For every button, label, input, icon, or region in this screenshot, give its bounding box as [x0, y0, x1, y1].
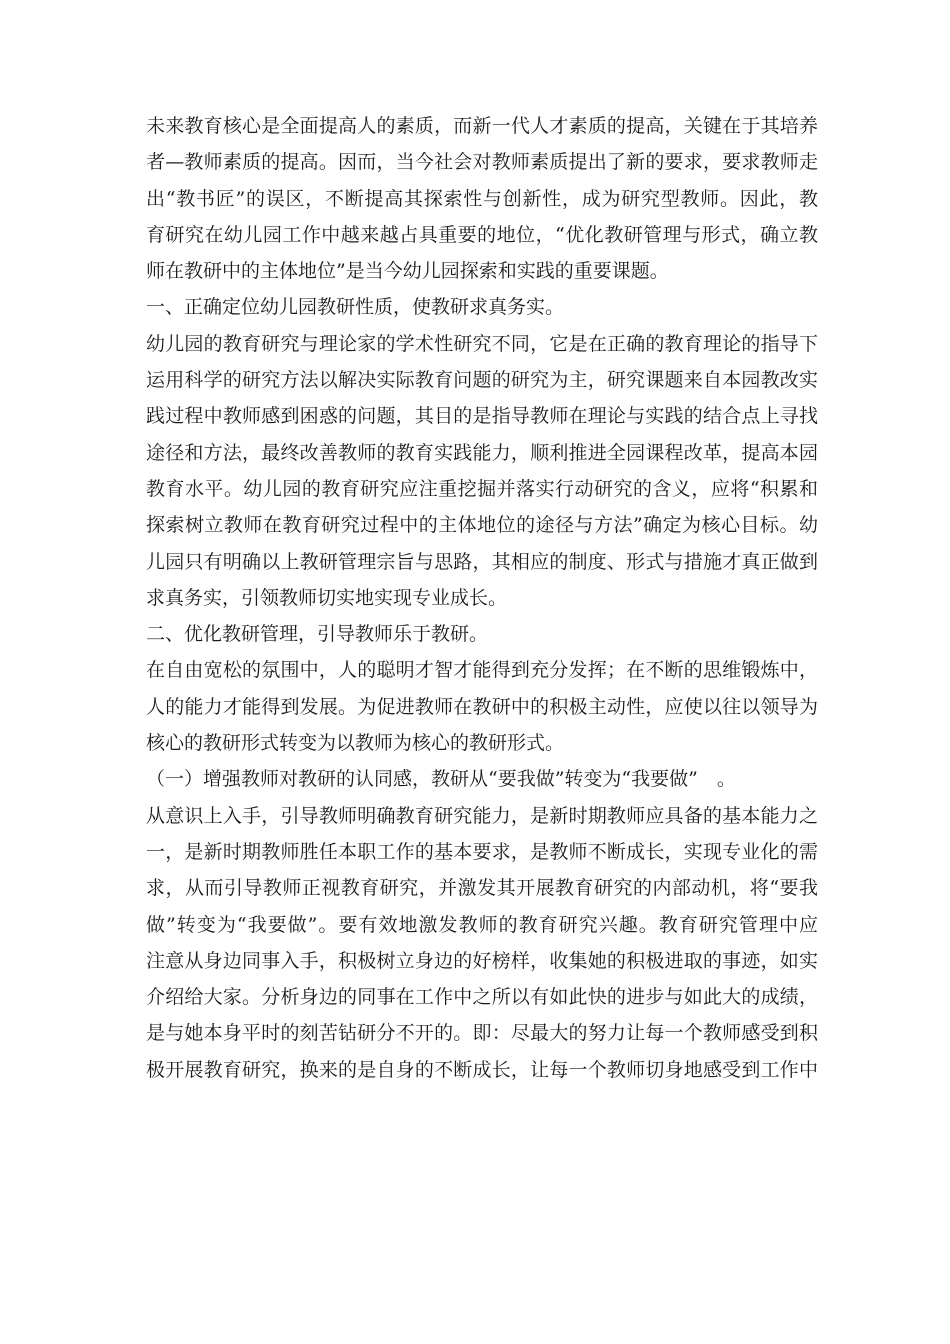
text-line: 求，从而引导教师正视教育研究，并激发其开展教育研究的内部动机，将“要我 [146, 877, 818, 900]
text-line: 者—教师素质的提高。因而，当今社会对教师素质提出了新的要求，要求教师走 [146, 151, 818, 174]
text-line: 在自由宽松的氛围中，人的聪明才智才能得到充分发挥；在不断的思维锻炼中， [146, 659, 818, 682]
text-line: 一，是新时期教师胜任本职工作的基本要求，是教师不断成长，实现专业化的需 [146, 840, 818, 863]
text-line: 核心的教研形式转变为以教师为核心的教研形式。 [146, 732, 565, 755]
text-line: 极开展教育研究，换来的是自身的不断成长，让每一个教师切身地感受到工作中 [146, 1058, 818, 1081]
text-line: 人的能力才能得到发展。为促进教师在教研中的积极主动性，应使以往以领导为 [146, 695, 818, 718]
text-line: 践过程中教师感到困惑的问题，其目的是指导教师在理论与实践的结合点上寻找 [146, 405, 818, 428]
text-line: 是与她本身平时的刻苦钻研分不开的。即：尽最大的努力让每一个教师感受到积 [146, 1022, 818, 1045]
text-line: 出“教书匠”的误区，不断提高其探索性与创新性，成为研究型教师。因此，教 [146, 187, 818, 210]
text-line: 运用科学的研究方法以解决实际教育问题的研究为主，研究课题来自本园教改实 [146, 369, 818, 392]
text-line: 途径和方法，最终改善教师的教育实践能力，顺利推进全园课程改革，提高本园 [146, 441, 818, 464]
text-line: 介绍给大家。分析身边的同事在工作中之所以有如此快的进步与如此大的成绩， [146, 986, 818, 1009]
text-line: 从意识上入手，引导教师明确教育研究能力，是新时期教师应具备的基本能力之 [146, 804, 818, 827]
text-line: 育研究在幼儿园工作中越来越占具重要的地位，“优化教研管理与形式，确立教 [146, 223, 818, 246]
text-line: 求真务实，引领教师切实地实现专业成长。 [146, 586, 508, 609]
subsection-heading: （一）增强教师对教研的认同感，教研从“要我做”转变为“我要做” 。 [146, 768, 736, 791]
section-heading: 一、正确定位幼儿园教研性质，使教研求真务实。 [146, 296, 565, 319]
text-line: 教育水平。幼儿园的教育研究应注重挖掘并落实行动研究的含义，应将“积累和 [146, 477, 818, 500]
section-heading: 二、优化教研管理，引导教师乐于教研。 [146, 623, 489, 646]
text-line: 做”转变为“我要做”。要有效地激发教师的教育研究兴趣。教育研究管理中应 [146, 913, 818, 936]
text-line: 儿园只有明确以上教研管理宗旨与思路，其相应的制度、形式与措施才真正做到 [146, 550, 818, 573]
text-line: 师在教研中的主体地位”是当今幼儿园探索和实践的重要课题。 [146, 260, 669, 283]
text-line: 未来教育核心是全面提高人的素质，而新一代人才素质的提高，关键在于其培养 [146, 115, 818, 137]
document-page [146, 108, 818, 1088]
text-line: 探索树立教师在教育研究过程中的主体地位的途径与方法”确定为核心目标。幼 [146, 514, 818, 537]
text-line: 注意从身边同事入手，积极树立身边的好榜样，收集她的积极进取的事迹，如实 [146, 949, 818, 972]
text-line: 幼儿园的教育研究与理论家的学术性研究不同，它是在正确的教育理论的指导下 [146, 332, 818, 355]
